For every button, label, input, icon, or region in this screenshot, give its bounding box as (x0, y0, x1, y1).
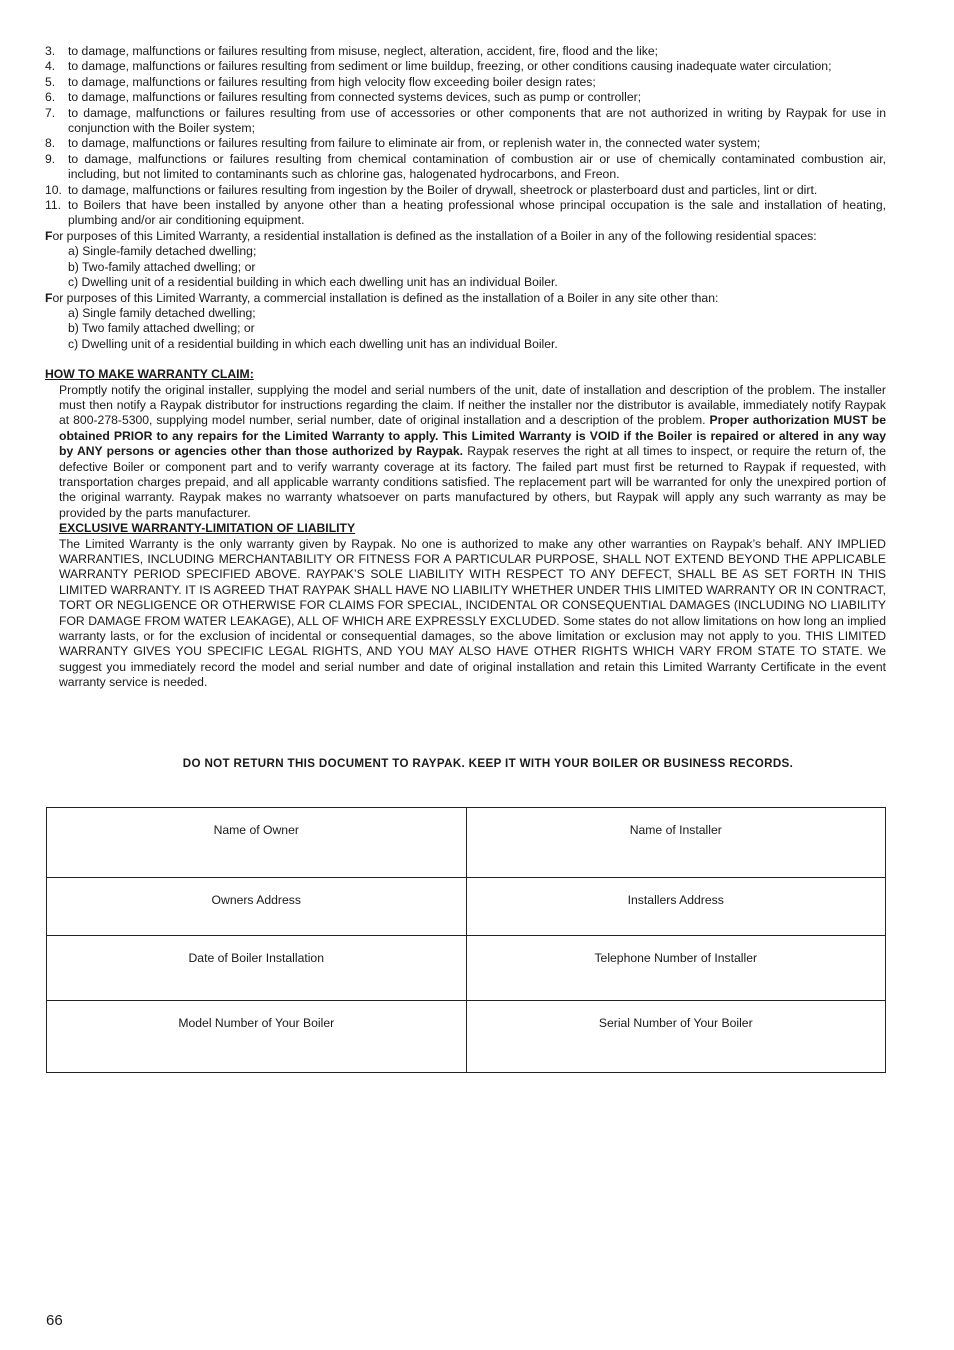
installer-address-cell[interactable]: Installers Address (466, 878, 886, 936)
model-number-cell[interactable]: Model Number of Your Boiler (47, 1001, 467, 1073)
table-row (47, 878, 886, 936)
list-item: b) Two-family attached dwelling; or (68, 259, 256, 274)
installation-date-cell[interactable]: Date of Boiler Installation (47, 936, 467, 1001)
list-item: c) Dwelling unit of a residential building in which each dwelling unit has an individual Boiler. (68, 275, 558, 290)
page-number: 66 (46, 1312, 63, 1329)
claim-heading: HOW TO MAKE WARRANTY CLAIM: (45, 367, 254, 382)
commercial-definition: For purposes of this Limited Warranty, a commercial installation is defined as the installation of a Boiler in any site other than: (45, 290, 719, 305)
list-item: 10. to damage, malfunctions or failures resulting from ingestion by the Boiler of drywall, sheetrock or plasterboard dust and particles, lint or dirt. (45, 182, 818, 197)
notice-text: DO NOT RETURN THIS DOCUMENT TO RAYPAK. KEEP IT WITH YOUR BOILER OR BUSINESS RECORDS. (182, 757, 794, 770)
serial-number-cell[interactable]: Serial Number of Your Boiler (466, 1001, 886, 1073)
list-item: 8. to damage, malfunctions or failures resulting from failure to eliminate air from, or replenish water in, the connected water system; (45, 136, 761, 151)
exclusions-list (45, 44, 886, 229)
table-row (47, 808, 886, 878)
list-item: c) Dwelling unit of a residential building in which each dwelling unit has an individual Boiler. (68, 336, 558, 351)
document-body (45, 44, 886, 691)
list-item: 3. to damage, malfunctions or failures resulting from misuse, neglect, alteration, accident, fire, flood and the like; (45, 44, 659, 58)
table-row (47, 936, 886, 1001)
claim-paragraph: Promptly notify the original installer, supplying the model and serial numbers of the unit, date of installation and description of the problem. The installer must then notify a Raypak distributor for instructions regarding the claim. If neither the installer nor the distributor is available, immediately notify Raypak at 800-278-5300, supplying model number, serial number, date of original installation and a description of the problem. Proper authorization MUST be obtained PRIOR to any repairs for the Limited Warranty to apply. This Limited Warranty is VOID if the Boiler is repaired or altered in any way by ANY persons or agencies other than those authorized by Raypak. Raypak reserves the right at all times to inspect, or require the return of, the defective Boiler or component part and to verify warranty coverage at its factory. The failed part must first be returned to Raypak if requested, with transportation charges prepaid, and all applicable warranty conditions satisfied. The replacement part will be warranted for only the unexpired portion of the original warranty. Raypak makes no warranty whatsoever on parts manufactured by others, but Raypak will apply any such warranty as may be provided by the parts manufacturer. (59, 382, 886, 520)
list-item: 5. to damage, malfunctions or failures resulting from high velocity flow exceeding boiler design rates; (45, 74, 596, 89)
exclusive-paragraph: The Limited Warranty is the only warranty given by Raypak. No one is authorized to make any other warranties on Raypak’s behalf. ANY IMPLIED WARRANTIES, INCLUDING MERCHANTABILITY OR FITNESS FOR A PARTICULAR PURPOSE, SHALL NOT EXTEND BEYOND THE APPLICABLE WARRANTY PERIOD SPECIFIED ABOVE. RAYPAK’S SOLE LIABILITY WITH RESPECT TO ANY DEFECT, SHALL BE AS SET FORTH IN THIS LIMITED WARRANTY. IT IS AGREED THAT RAYPAK SHALL HAVE NO LIABILITY WHETHER UNDER THIS LIMITED WARRANTY OR IN CONTRACT, TORT OR NEGLIGENCE OR OTHERWISE FOR CLAIMS FOR SPECIAL, INCIDENTAL OR CONSEQUENTIAL DAMAGES (INCLUDING NO LIABILITY FOR DAMAGE FROM WATER LEAKAGE), ALL OF WHICH ARE EXPRESSLY EXCLUDED. Some states do not allow limitations on how long an implied warranty lasts, or for the exclusion of incidental or consequential damages, so the above limitation or exclusion may not apply to you. THIS LIMITED WARRANTY GIVES YOU SPECIFIC LEGAL RIGHTS, AND YOU MAY ALSO HAVE OTHER RIGHTS WHICH VARY FROM STATE TO STATE. We suggest you immediately record the model and serial number and date of original installation and retain this Limited Warranty Certificate in the event warranty service is needed. (59, 536, 886, 690)
owner-address-cell[interactable]: Owners Address (47, 878, 467, 936)
installer-name-cell[interactable]: Name of Installer (466, 808, 886, 878)
registration-table (46, 807, 886, 1073)
table-row (47, 1001, 886, 1073)
list-item: a) Single family detached dwelling; (68, 305, 256, 320)
list-item: a) Single-family detached dwelling; (68, 244, 257, 259)
list-item: 6. to damage, malfunctions or failures resulting from connected systems devices, such as pump or controller; (45, 90, 642, 105)
installer-telephone-cell[interactable]: Telephone Number of Installer (466, 936, 886, 1001)
list-item: 11. to Boilers that have been installed by anyone other than a heating professional whose principal occupation is the sale and installation of heating, plumbing and/or air conditioning equipment. (45, 198, 886, 228)
list-item: 7. to damage, malfunctions or failures resulting from use of accessories or other components that are not authorized in writing by Raypak for use in conjunction with the Boiler system; (45, 105, 886, 136)
list-item: 9. to damage, malfunctions or failures resulting from chemical contamination of combustion air or use of chemically contaminated combustion air, including, but not limited to contaminants such as chlorine gas, halogenated hydrocarbons, and Freon. (45, 151, 886, 182)
exclusive-heading: EXCLUSIVE WARRANTY-LIMITATION OF LIABILITY (59, 521, 356, 536)
list-item: 4. to damage, malfunctions or failures resulting from sediment or lime buildup, freezing, or other conditions causing inadequate water circulation; (45, 59, 832, 74)
list-item: b) Two family attached dwelling; or (68, 321, 255, 336)
residential-definition: For purposes of this Limited Warranty, a residential installation is defined as the installation of a Boiler in any of the following residential spaces: (45, 228, 817, 243)
owner-name-cell[interactable]: Name of Owner (47, 808, 467, 878)
